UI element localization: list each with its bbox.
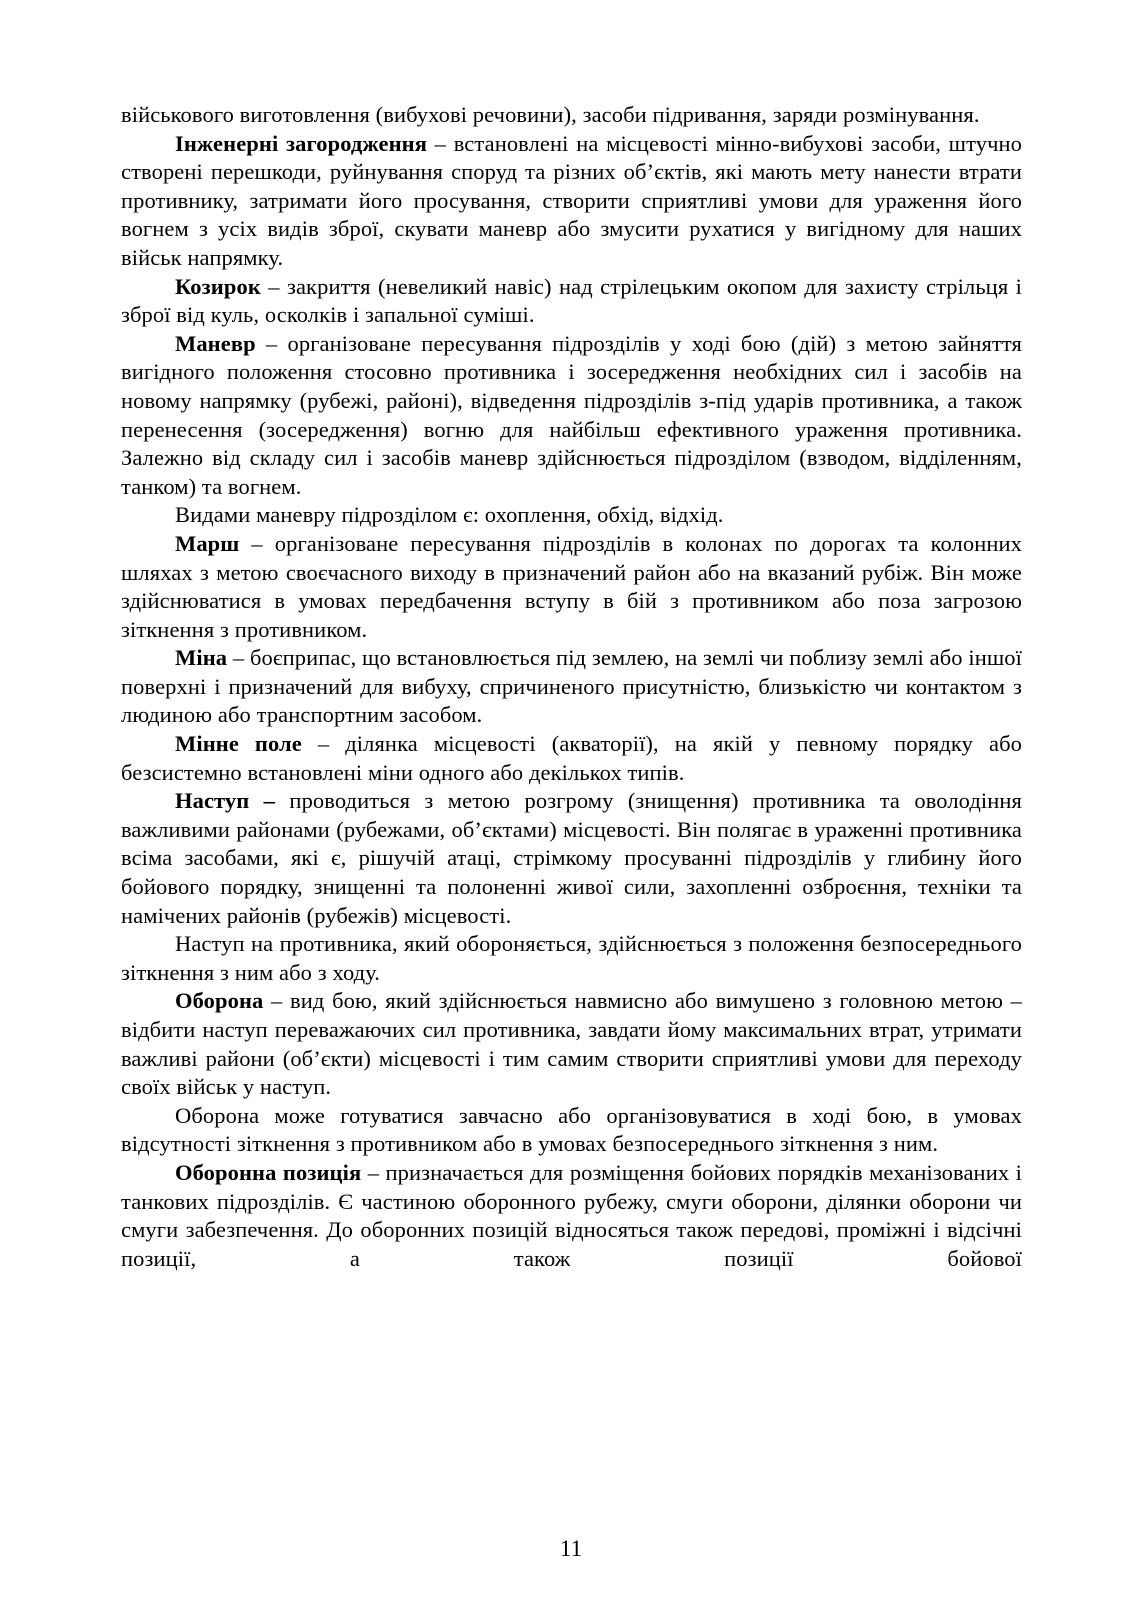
term-bold: Оборона: [175, 988, 264, 1014]
definition-paragraph: [121, 930, 1022, 987]
term-bold: Марш: [175, 530, 240, 556]
definition-paragraph: [121, 644, 1022, 730]
paragraph-text: – боєприпас, що встановлюється під землею, на землі чи поблизу землі або іншої поверхні і призначений для вибуху, спричиненого присутністю, близькістю чи контактом з людиною або транспортним засобом.: [121, 645, 1022, 728]
definition-paragraph: [121, 730, 1022, 787]
paragraph-text: проводиться з метою розгрому (знищення) противника та оволодіння важливими районами (рубежами, об’єктами) місцевості. Він полягає в ураженні противника всіма засобами, які є, рішучій атаці, стрімкому просуванні підрозділів у глибину його бойового порядку, знищенні та полоненні живої сили, захопленні озброєння, техніки та намічених районів (рубежів) місцевості.: [121, 788, 1022, 928]
paragraph-text: Наступ на противника, який обороняється, здійснюється з положення безпосереднього зіткнення з ним або з ходу.: [121, 931, 1022, 985]
term-bold: Маневр: [175, 330, 256, 356]
term-bold: Міна: [175, 645, 228, 671]
definition-paragraph: [121, 530, 1022, 644]
term-bold: Мінне поле: [175, 731, 302, 757]
definition-paragraph: [121, 787, 1022, 930]
paragraph-text: – вид бою, який здійснюється навмисно або вимушено з головною метою – відбити наступ переважаючих сил противника, завдати йому максимальних втрат, утримати важливі райони (об’єкти) місцевості і тим самим створити сприятливі умови для переходу своїх військ у наступ.: [121, 988, 1022, 1100]
definition-paragraph: [121, 130, 1022, 273]
definition-paragraph: [121, 1102, 1022, 1159]
paragraph-text: – організоване пересування підрозділів в колонах по дорогах та колонних шляхах з метою своєчасного виходу в призначений район або на вказаний рубіж. Він може здійснюватися в умовах передбачення вступу в бій з противником або поза загрозою зіткнення з противником.: [121, 530, 1022, 642]
paragraph-text: – закриття (невеликий навіс) над стрілецьким окопом для захисту стрільця і зброї від куль, осколків і запальної суміші.: [121, 273, 1022, 328]
paragraph-text: – встановлені на місцевості мінно-вибухові засоби, штучно створені перешкоди, руйнування споруд та різних об’єктів, які мають мету нанести втрати противнику, затримати його просування, створити сприятливі умови для ураження його вогнем з усіх видів зброї, скувати маневр або змусити рухатися у вигідному для наших військ напрямку.: [121, 130, 1022, 270]
term-bold: Наступ –: [175, 788, 276, 814]
definition-paragraph: [121, 101, 1022, 130]
term-bold: Козирок: [175, 273, 261, 299]
term-bold: Оборонна позиція: [175, 1159, 362, 1185]
definition-paragraph: [121, 1159, 1022, 1273]
definition-paragraph: [121, 987, 1022, 1101]
paragraph-text: – призначається для розміщення бойових порядків механізованих і танкових підрозділів. Є частиною оборонного рубежу, смуги оборони, ділянки оборони чи смуги забезпечення. До оборонних позицій відносяться також передові, проміжні і відсічні позиції, а також позиції бойової: [121, 1159, 1023, 1271]
page-number: 11: [559, 1536, 583, 1561]
paragraph-text: Оборона може готуватися завчасно або організовуватися в ході бою, в умовах відсутності зіткнення з противником або в умовах безпосереднього зіткнення з ним.: [121, 1102, 1022, 1157]
paragraph-text: військового виготовлення (вибухові речовини), засоби підривання, заряди розмінування.: [121, 102, 980, 127]
definition-paragraph: [121, 501, 1022, 530]
definition-paragraph: [121, 273, 1022, 330]
definition-paragraph: [121, 330, 1022, 502]
term-bold: Інженерні загородження: [175, 130, 427, 156]
paragraph-text: – організоване пересування підрозділів у ході бою (дій) з метою зайняття вигідного положення стосовно противника і зосередження необхідних сил і засобів на новому напрямку (рубежі, районі), відведення підрозділів з-під ударів противника, а також перенесення (зосередження) вогню для найбільш ефективного ураження противника. Залежно від складу сил і засобів маневр здійснюється підрозділом (взводом, відділенням, танком) та вогнем.: [121, 330, 1022, 499]
page-text-block: [121, 101, 1022, 1273]
paragraph-text: – ділянка місцевості (акваторії), на якій у певному порядку або безсистемно встановлені міни одного або декількох типів.: [121, 731, 1022, 785]
paragraph-text: Видами маневру підрозділом є: охоплення, обхід, відхід.: [175, 502, 724, 528]
